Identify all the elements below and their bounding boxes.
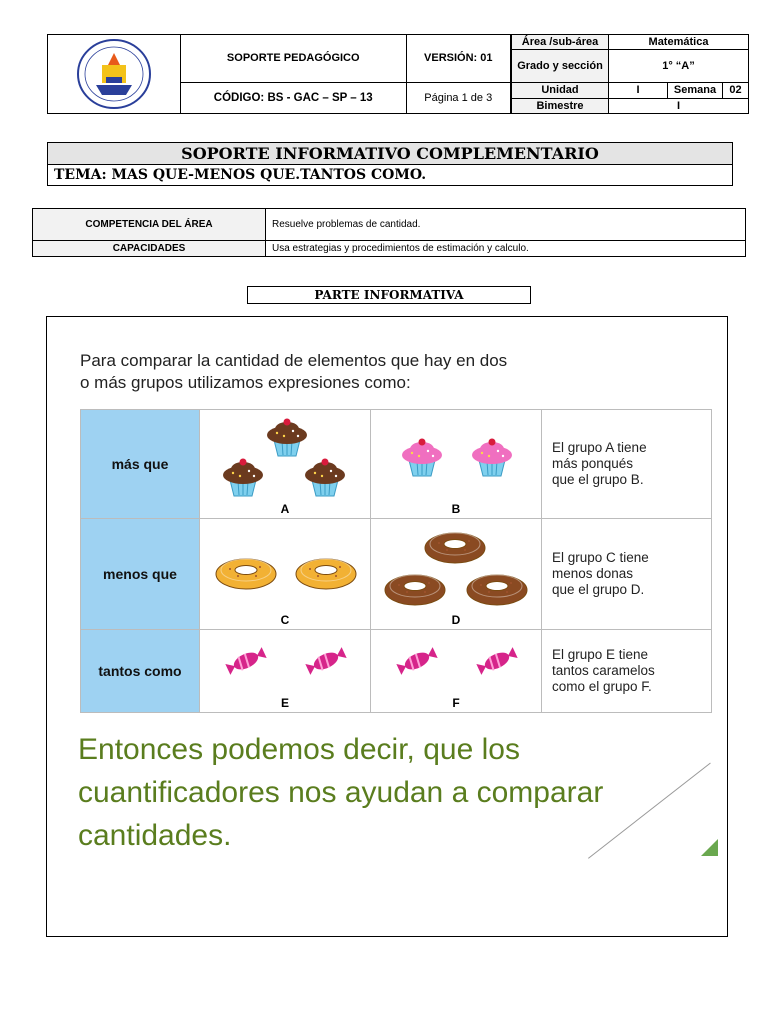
logo-cell: [48, 35, 181, 114]
donut-icon: [214, 555, 278, 591]
text-line: más ponqués: [552, 456, 634, 471]
school-logo-icon: [48, 35, 180, 113]
competencia-label: COMPETENCIA DEL ÁREA: [33, 209, 266, 241]
donut-item: [465, 571, 529, 612]
text-line: que el grupo B.: [552, 472, 644, 487]
cupcake-item: [397, 438, 447, 483]
cupcake-item: [467, 438, 517, 483]
donut-icon: [383, 571, 447, 607]
group-letter: F: [452, 696, 460, 710]
comparison-text: [542, 630, 712, 713]
intro-line-1: Para comparar la cantidad de elementos que hay en dos: [80, 351, 508, 370]
donut-icon: [423, 529, 487, 565]
candy-item: [224, 646, 268, 681]
donut-icon: [294, 555, 358, 591]
competencia-table: [32, 208, 746, 257]
group-b-cell: [371, 410, 541, 518]
cupcake-icon: [467, 438, 517, 478]
candy-item: [475, 646, 519, 681]
header-table: [47, 34, 511, 114]
text-line: tantos caramelos: [552, 663, 655, 678]
group-cell: [371, 519, 542, 630]
candy-icon: [475, 646, 519, 676]
comparison-text: [542, 519, 712, 630]
cupcake-item: [300, 458, 350, 503]
conclusion-text: Entonces podemos decir, que los cuantificadores nos ayudan a comparar cantidades.: [78, 733, 604, 852]
donut-item: [294, 555, 358, 596]
group-cell: [371, 410, 542, 519]
cupcake-item: [218, 458, 268, 503]
donut-item: [423, 529, 487, 570]
group-cell: [200, 410, 371, 519]
candy-icon: [395, 646, 439, 676]
codigo-cell: CÓDIGO: BS - GAC – SP – 13: [181, 82, 407, 113]
soporte-cell: SOPORTE PEDAGÓGICO: [181, 35, 407, 83]
school-logo: [48, 35, 180, 113]
group-letter: B: [451, 502, 461, 516]
group-letter: A: [280, 502, 290, 516]
text-line: que el grupo D.: [552, 582, 645, 597]
area-value: Matemática: [609, 35, 749, 50]
cupcake-icon: [218, 458, 268, 498]
document-tema: TEMA: MAS QUE-MENOS QUE.TANTOS COMO.: [47, 164, 733, 186]
cupcake-icon: [397, 438, 447, 478]
capacidades-value: Usa estrategias y procedimientos de estimación y calculo.: [266, 241, 746, 257]
bimestre-value: I: [609, 98, 749, 113]
text-line: El grupo A tiene: [552, 440, 647, 455]
text-line: como el grupo F.: [552, 679, 652, 694]
quantifier-label: menos que: [81, 519, 200, 630]
grado-label: Grado y sección: [512, 50, 609, 83]
donut-item: [383, 571, 447, 612]
group-cell: [371, 630, 542, 713]
quantifier-row: [81, 519, 712, 630]
capacidades-label: CAPACIDADES: [33, 241, 266, 257]
candy-icon: [304, 646, 348, 676]
unidad-label: Unidad: [512, 83, 609, 98]
quantifier-label: tantos como: [81, 630, 200, 713]
group-d-cell: [371, 519, 541, 629]
pagina-cell: Página 1 de 3: [406, 82, 511, 113]
quantifier-row: [81, 410, 712, 519]
cupcake-icon: [262, 418, 312, 458]
candy-icon: [224, 646, 268, 676]
document-title: SOPORTE INFORMATIVO COMPLEMENTARIO: [47, 142, 733, 165]
group-c-cell: [200, 519, 370, 629]
header-info-table: [511, 34, 749, 114]
group-e-cell: [200, 630, 370, 712]
unidad-value: I: [609, 83, 668, 98]
intro-text: [80, 350, 507, 394]
quantifier-row: [81, 630, 712, 713]
comparison-text: [542, 410, 712, 519]
area-label: Área /sub-área: [512, 35, 609, 50]
group-a-cell: [200, 410, 370, 518]
semana-label: Semana: [668, 83, 723, 98]
candy-item: [395, 646, 439, 681]
cupcake-item: [262, 418, 312, 463]
donut-icon: [465, 571, 529, 607]
parte-informativa-heading: PARTE INFORMATIVA: [247, 286, 531, 304]
group-cell: [200, 630, 371, 713]
text-line: El grupo E tiene: [552, 647, 649, 662]
version-cell: VERSIÓN: 01: [406, 35, 511, 83]
group-letter: E: [280, 696, 289, 710]
text-line: menos donas: [552, 566, 634, 581]
corner-triangle-icon: [701, 839, 718, 856]
quantifier-label: más que: [81, 410, 200, 519]
quantifier-table: [80, 409, 712, 713]
group-cell: [200, 519, 371, 630]
group-f-cell: [371, 630, 541, 712]
donut-item: [214, 555, 278, 596]
cupcake-icon: [300, 458, 350, 498]
text-line: El grupo C tiene: [552, 550, 649, 565]
bimestre-label: Bimestre: [512, 98, 609, 113]
grado-value: 1° “A”: [609, 50, 749, 83]
group-letter: C: [280, 613, 290, 627]
competencia-value: Resuelve problemas de cantidad.: [266, 209, 746, 241]
group-letter: D: [451, 613, 461, 627]
semana-value: 02: [723, 83, 749, 98]
intro-line-2: o más grupos utilizamos expresiones como:: [80, 373, 411, 392]
candy-item: [304, 646, 348, 681]
